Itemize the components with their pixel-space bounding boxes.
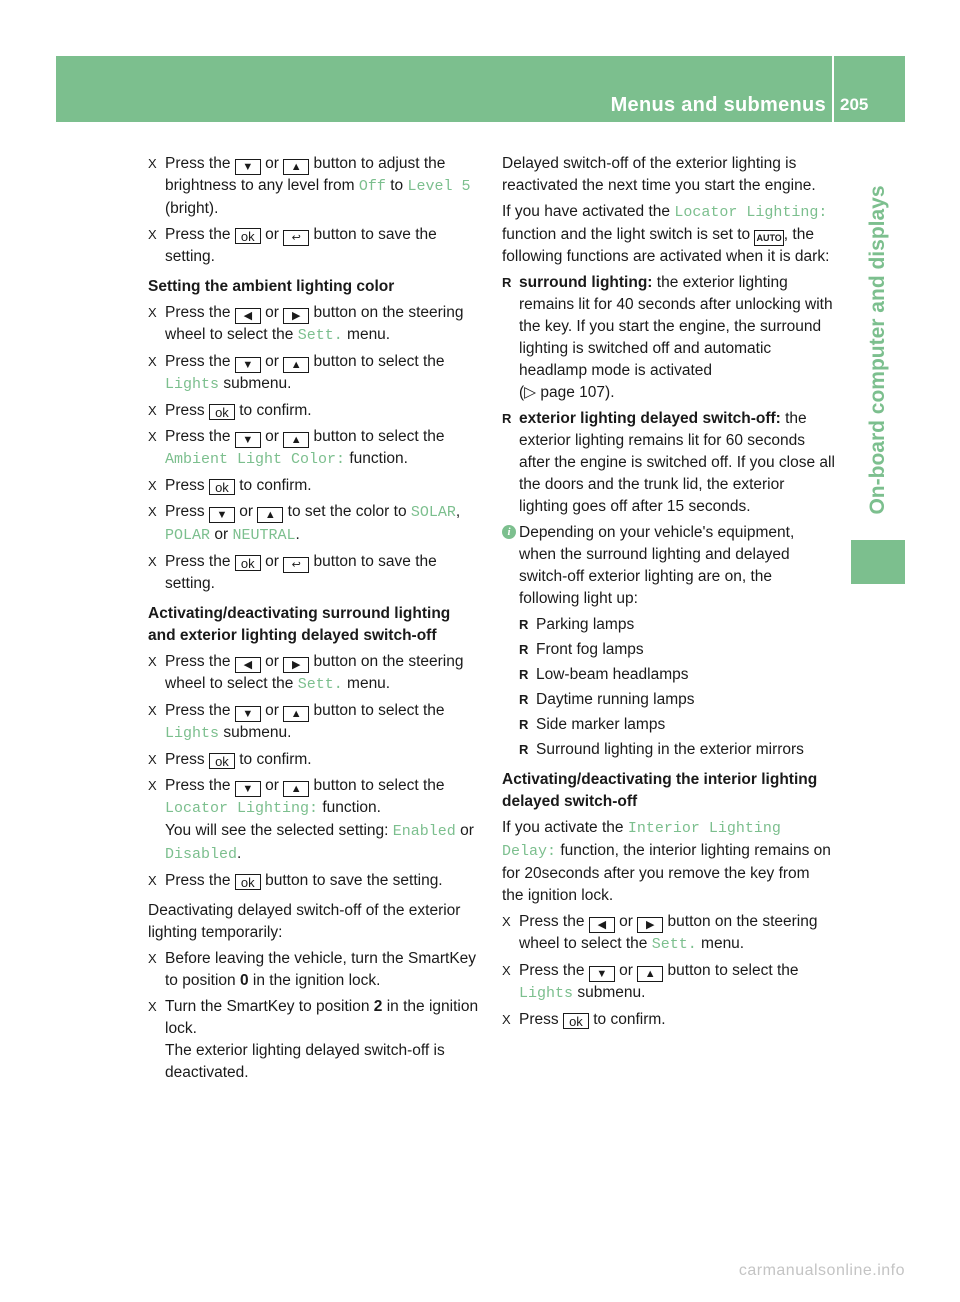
up-button-icon: ▲ (257, 507, 283, 523)
bullet-item: R exterior lighting delayed switch-off: the exterior lighting remains lit for 60 seconds after the engine is switched off. If you close all the doors and the trunk lid, the exterior lighting goes off after 15 seconds. (502, 410, 835, 515)
paragraph: If you activate the Interior Lighting Delay: function, the interior lighting remains on for 20seconds after you remove the key from the ignition lock. (502, 819, 831, 904)
down-button-icon: ▼ (235, 432, 261, 448)
right-button-icon: ▶ (637, 917, 663, 933)
step: X Press the ok or ↩ button to save the setting. (148, 553, 437, 592)
bullet-icon: R (519, 667, 529, 682)
bullet-icon: R (519, 742, 529, 757)
arrow-icon: X (148, 227, 157, 242)
arrow-icon: X (148, 354, 157, 369)
step: X Press the ▼ or ▲ button to select the Lights submenu. (148, 353, 445, 393)
step: X Press ok to confirm. (148, 402, 312, 420)
arrow-icon: X (148, 654, 157, 669)
section-heading: Setting the ambient lighting color (148, 278, 395, 295)
step: X Press the ▼ or ▲ button to adjust the brightness to any level from Off to Level 5 (bright). (148, 155, 471, 217)
step: X Press the ok or ↩ button to save the setting. (148, 226, 437, 265)
step: X Press the ▼ or ▲ button to select the Lights submenu. (148, 702, 445, 742)
right-button-icon: ▶ (283, 657, 309, 673)
ok-button-icon: ok (235, 874, 261, 890)
bullet-icon: R (519, 642, 529, 657)
step: X Press ok to confirm. (148, 751, 312, 769)
step: X Press the ◀ or ▶ button on the steering wheel to select the Sett. menu. (148, 653, 464, 693)
chapter-tab (851, 540, 905, 584)
bullet-icon: R (502, 275, 512, 290)
down-button-icon: ▼ (235, 781, 261, 797)
up-button-icon: ▲ (283, 706, 309, 722)
left-button-icon: ◀ (235, 657, 261, 673)
step: X Press the ◀ or ▶ button on the steering wheel to select the Sett. menu. (148, 304, 464, 344)
step: X Press the ok button to save the setting. (148, 872, 443, 890)
up-button-icon: ▲ (283, 432, 309, 448)
right-button-icon: ▶ (283, 308, 309, 324)
step: X Press ok to confirm. (148, 477, 312, 495)
step: X Press ok to confirm. (502, 1011, 666, 1029)
arrow-icon: X (148, 305, 157, 320)
ok-button-icon: ok (209, 479, 235, 495)
bullet-icon: R (502, 411, 512, 426)
page-number: 205 (840, 95, 869, 114)
paragraph: Delayed switch-off of the exterior lighting is reactivated the next time you start the engine. (502, 155, 816, 194)
arrow-icon: X (148, 873, 157, 888)
list-item: R Daytime running lamps (519, 689, 835, 711)
down-button-icon: ▼ (235, 159, 261, 175)
list-item: R Parking lamps (519, 614, 835, 636)
section-heading: Activating/deactivating surround lighting and exterior lighting delayed switch-off (148, 605, 451, 644)
arrow-icon: X (148, 951, 157, 966)
arrow-icon: X (148, 403, 157, 418)
header-divider (832, 56, 834, 122)
ok-button-icon: ok (563, 1013, 589, 1029)
up-button-icon: ▲ (283, 357, 309, 373)
chapter-label: On-board computer and displays (866, 185, 889, 515)
step: X Press the ▼ or ▲ button to select the Lights submenu. (502, 962, 799, 1002)
info-icon: i (502, 525, 516, 539)
section-heading: Activating/deactivating the interior lighting delayed switch-off (502, 771, 818, 810)
bullet-icon: R (519, 717, 529, 732)
ok-button-icon: ok (209, 753, 235, 769)
bullet-icon: R (519, 617, 529, 632)
arrow-icon: X (502, 963, 511, 978)
arrow-icon: X (148, 999, 157, 1014)
auto-light-icon: AUTO (754, 230, 783, 246)
list-item: R Low-beam headlamps (519, 664, 835, 686)
arrow-icon: X (148, 429, 157, 444)
paragraph: If you have activated the Locator Lighting: function and the light switch is set to AUTO , the following functions are activated when it is dark: (502, 203, 830, 265)
arrow-icon: X (148, 478, 157, 493)
step: X Before leaving the vehicle, turn the SmartKey to position 0 in the ignition lock. (148, 950, 477, 989)
arrow-icon: X (148, 156, 157, 171)
watermark: carmanualsonline.info (738, 1262, 905, 1279)
step: X Press ▼ or ▲ to set the color to SOLAR, POLAR or NEUTRAL. (148, 503, 461, 544)
paragraph: Deactivating delayed switch-off of the exterior lighting temporarily: (148, 902, 461, 941)
left-column (148, 153, 481, 1088)
bullet-icon: R (519, 692, 529, 707)
down-button-icon: ▼ (209, 507, 235, 523)
arrow-icon: X (502, 914, 511, 929)
up-button-icon: ▲ (637, 966, 663, 982)
arrow-icon: X (148, 703, 157, 718)
arrow-icon: X (148, 554, 157, 569)
down-button-icon: ▼ (235, 706, 261, 722)
ok-button-icon: ok (209, 404, 235, 420)
arrow-icon: X (148, 504, 157, 519)
step: X Press the ▼ or ▲ button to select the Ambient Light Color: function. (148, 428, 445, 468)
back-button-icon: ↩ (283, 557, 309, 573)
step: X Turn the SmartKey to position 2 in the ignition lock. The exterior lighting delayed switch-off is deactivated. (148, 998, 479, 1081)
ok-button-icon: ok (235, 228, 261, 244)
up-button-icon: ▲ (283, 159, 309, 175)
list-item: R Side marker lamps (519, 714, 835, 736)
section-title: Menus and submenus (610, 94, 826, 116)
step: X Press the ▼ or ▲ button to select the Locator Lighting: function. You will see the selected setting: Enabled or Disabled. (148, 777, 474, 863)
left-button-icon: ◀ (235, 308, 261, 324)
down-button-icon: ▼ (589, 966, 615, 982)
back-button-icon: ↩ (283, 230, 309, 246)
step: X Press the ◀ or ▶ button on the steering wheel to select the Sett. menu. (502, 913, 818, 953)
ok-button-icon: ok (235, 555, 261, 571)
arrow-icon: X (502, 1012, 511, 1027)
arrow-icon: X (148, 778, 157, 793)
list-item: R Surround lighting in the exterior mirrors (519, 739, 835, 761)
page-header (56, 56, 905, 122)
up-button-icon: ▲ (283, 781, 309, 797)
info-note: i Depending on your vehicle's equipment, when the surround lighting and delayed switch-off exterior lighting are on, the following light up: (502, 522, 835, 610)
down-button-icon: ▼ (235, 357, 261, 373)
left-button-icon: ◀ (589, 917, 615, 933)
arrow-icon: X (148, 752, 157, 767)
bullet-item: R surround lighting: the exterior lighting remains lit for 40 seconds after unlocking with the key. If you start the engine, the surround lighting is switched off and automatic headlamp mode is activated (▷ page 107). (502, 274, 833, 401)
list-item: R Front fog lamps (519, 639, 835, 661)
right-column (502, 153, 835, 1035)
